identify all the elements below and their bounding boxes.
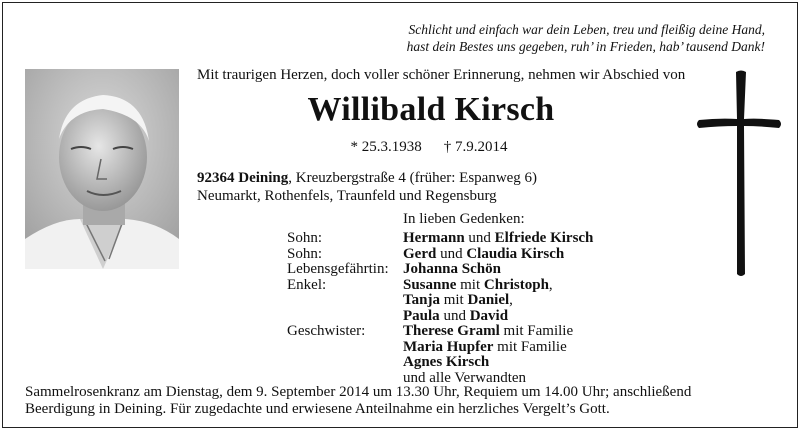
connector-text: mit Familie [499,323,574,339]
person-name: Agnes Kirsch [403,354,490,370]
family-members [403,278,553,294]
street: , Kreuzbergstraße 4 (früher: Espanweg 6) [288,170,538,186]
family-row [287,324,593,340]
family-role: Lebensgefährtin: [287,261,389,277]
poem-line-1: Schlicht und einfach war dein Leben, treu und fleißig deine Hand, [408,22,765,37]
postal-city: 92364 Deining [197,170,289,186]
family-row [287,262,593,278]
closing-text [25,384,691,418]
family-role: Enkel: [287,276,327,293]
person-name: Johanna Schön [403,261,501,277]
connector-text: und [439,307,470,324]
life-dates [3,139,800,156]
family-role [287,355,403,371]
family-row [287,293,593,309]
poem-line-2: hast dein Bestes uns gegeben, ruh’ in Frieden, hab’ tausend Dank! [406,39,765,54]
deceased-name: Willibald Kirsch [307,91,555,128]
family-row [287,278,593,294]
family-members [403,309,508,325]
family-members [403,355,489,371]
person-name: Christoph [483,276,549,293]
family-row [287,309,593,325]
family-row [287,340,593,356]
person-name: Tanja [403,292,440,308]
connector-text: mit [456,276,484,293]
person-name: Elfriede Kirsch [494,230,594,246]
family-role: Sohn: [287,230,323,246]
connector-text: und [464,230,495,246]
family-members [403,231,593,247]
closing-line-2: Beerdigung in Deining. Für zugedachte und erwiesene Anteilnahme ein herzliches Vergelt’s Gott. [25,401,610,417]
intro-text: Mit traurigen Herzen, doch voller schöner Erinnerung, nehmen wir Abschied von [197,67,686,83]
obituary-notice [2,2,798,428]
person-name: Claudia Kirsch [466,245,565,262]
family-members [403,293,513,309]
address-line-2: Neumarkt, Rothenfels, Traunfeld und Regensburg [197,188,497,204]
person-name: Daniel [467,292,510,308]
connector-text: , [509,292,513,308]
connector-text: und [436,245,467,262]
connector-text: mit [439,292,468,308]
memorial-poem [407,21,765,55]
family-row [287,247,593,263]
person-name: Hermann [403,230,465,246]
family-members [403,247,564,263]
address-line-1 [197,169,537,187]
family-role: Geschwister: [287,323,366,339]
person-name: Therese Graml [403,323,500,339]
connector-text: und alle Verwandten [403,369,527,386]
person-name: Paula [403,307,440,324]
person-name: Maria Hupfer [403,338,494,355]
closing-line-1: Sammelrosenkranz am Dienstag, dem 9. September 2014 um 13.30 Uhr, Requiem um 14.00 Uhr; anschließend [25,384,692,400]
connector-text: , [548,276,553,293]
family-members [403,324,573,340]
person-name: Susanne [403,276,457,293]
death-date: † 7.9.2014 [443,139,508,155]
family-row [287,231,593,247]
family-members [403,340,567,356]
family-role [287,309,403,325]
address-block [197,169,537,205]
person-name: Gerd [403,245,437,262]
mourners-list [287,231,593,386]
family-role [287,340,403,356]
gedenken-heading: In lieben Gedenken: [403,211,525,227]
latin-cross-icon [695,69,785,279]
family-members [403,262,501,278]
family-role: Sohn: [287,245,323,262]
person-name: David [469,307,509,324]
birth-date: * 25.3.1938 [350,139,422,155]
connector-text: mit Familie [493,338,567,355]
family-role [287,293,403,309]
family-row [287,355,593,371]
